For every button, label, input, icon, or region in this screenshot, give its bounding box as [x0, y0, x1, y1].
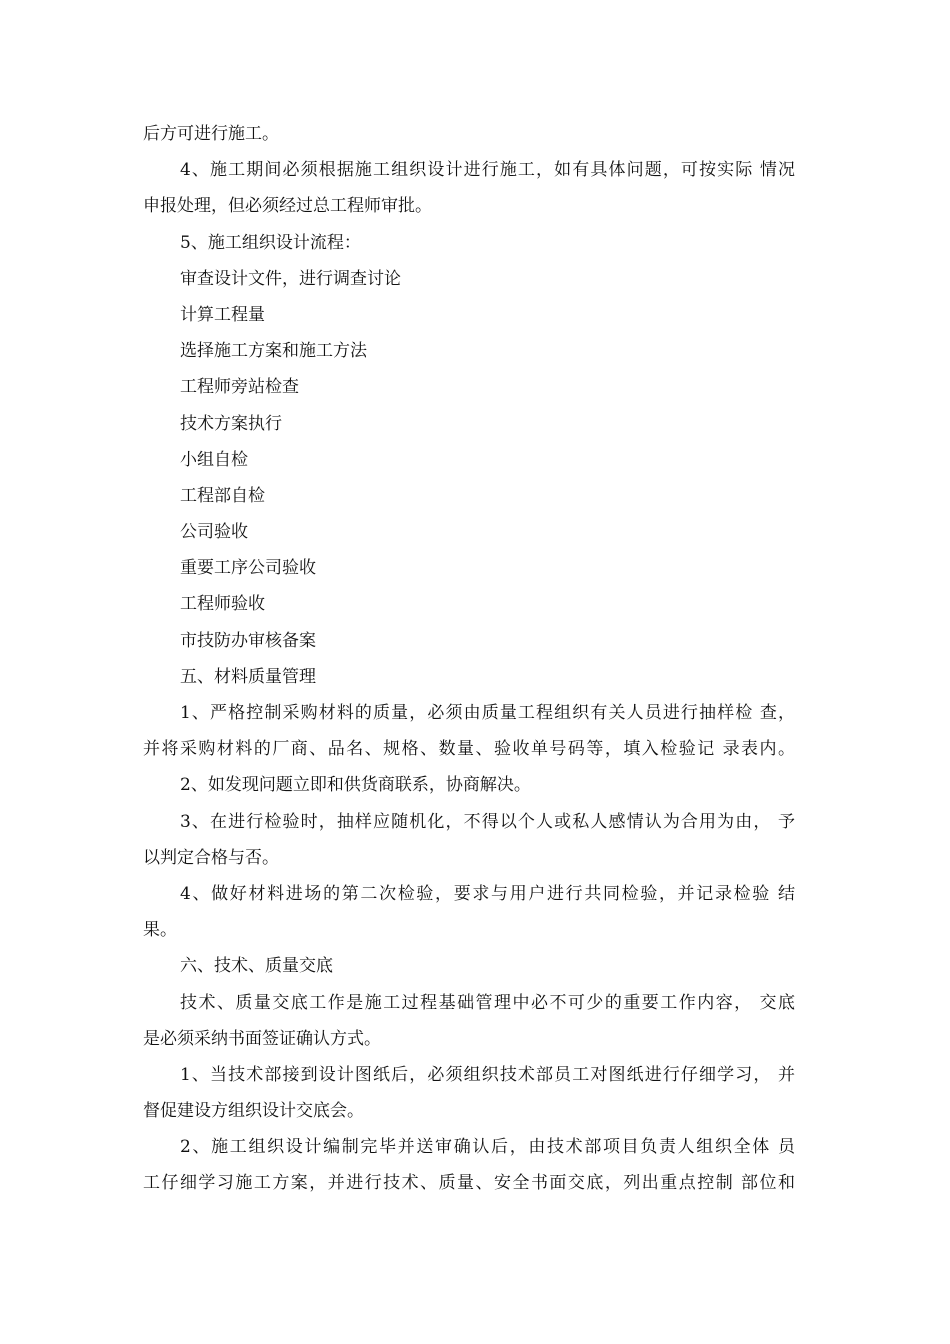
text-line: 市技防办审核备案	[180, 630, 316, 651]
text-line: 以判定合格与否。	[143, 847, 279, 868]
text-line: 重要工序公司验收	[180, 558, 316, 579]
text-line: 后方可进行施工。	[143, 124, 279, 144]
text-line: 督促建设方组织设计交底会。	[143, 1101, 364, 1122]
text-line: 4、做好材料进场的第二次检验，要求与用户进行共同检验，并记录检验 结	[180, 883, 795, 904]
text-line: 选择施工方案和施工方法	[180, 341, 367, 362]
text-line: 5、施工组织设计流程：	[180, 232, 361, 253]
text-line: 工程师旁站检查	[180, 377, 299, 398]
text-line: 申报处理，但必须经过总工程师审批。	[143, 196, 432, 217]
text-line: 2、如发现问题立即和供货商联系，协商解决。	[180, 775, 531, 796]
text-line: 公司验收	[180, 522, 248, 543]
text-line: 2、施工组织设计编制完毕并送审确认后，由技术部项目负责人组织全体 员	[180, 1137, 795, 1158]
text-line: 果。	[143, 920, 177, 941]
text-line: 是必须采纳书面签证确认方式。	[143, 1028, 381, 1049]
text-line: 技术、质量交底工作是施工过程基础管理中必不可少的重要工作内容， 交底	[180, 992, 795, 1013]
document-body	[143, 116, 795, 1202]
text-line: 并将采购材料的厂商、品名、规格、数量、验收单号码等，填入检验记 录表内。	[143, 739, 795, 760]
text-line: 1、当技术部接到设计图纸后，必须组织技术部员工对图纸进行仔细学习， 并	[180, 1064, 795, 1085]
text-line: 1、严格控制采购材料的质量，必须由质量工程组织有关人员进行抽样检 查，	[180, 703, 795, 723]
text-line: 工程师验收	[180, 594, 265, 615]
section-heading: 六、技术、质量交底	[180, 956, 333, 977]
section-heading: 五、材料质量管理	[180, 666, 316, 687]
text-line: 技术方案执行	[180, 413, 282, 434]
text-line: 工程部自检	[180, 485, 265, 506]
text-line: 小组自检	[180, 449, 248, 470]
text-line: 计算工程量	[180, 304, 265, 325]
text-line: 4、施工期间必须根据施工组织设计进行施工，如有具体问题，可按实际 情况	[180, 160, 795, 181]
text-line: 3、在进行检验时，抽样应随机化，不得以个人或私人感情认为合用为由， 予	[180, 811, 795, 832]
text-line: 审查设计文件，进行调查讨论	[180, 268, 401, 289]
text-line: 工仔细学习施工方案，并进行技术、质量、安全书面交底，列出重点控制 部位和	[143, 1173, 795, 1194]
